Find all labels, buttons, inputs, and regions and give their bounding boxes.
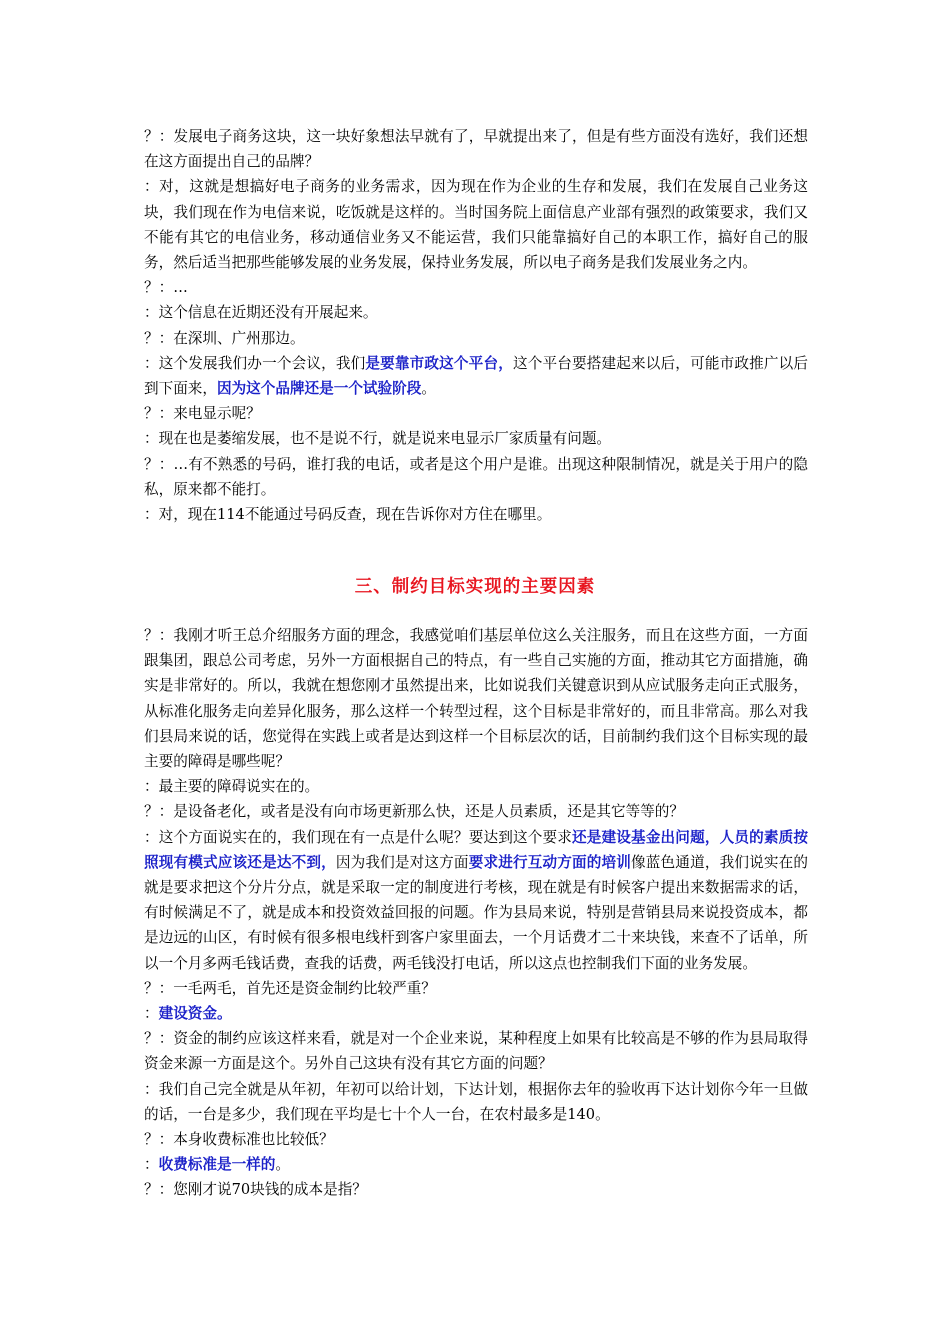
paragraph-text: ：我们自己完全就是从年初，年初可以给计划，下达计划，根据你去年的验收再下达计划你今年一旦做的话，一台是多少，我们现在平均是七十个人一台，在农村最多是140。: [144, 1080, 808, 1123]
paragraph-text: ：现在也是萎缩发展，也不是说不行，就是说来电显示厂家质量有问题。: [144, 430, 612, 448]
paragraph-text: ？：本身收费标准也比较低？: [144, 1131, 334, 1149]
paragraph-text: ？：来电显示呢？: [144, 405, 261, 423]
dialogue-paragraph: [144, 351, 808, 401]
highlighted-text: 还是建设基金出问题，人员的素质按照现有模式应该还是达不到，: [144, 828, 808, 871]
paragraph-text: ：最主要的障碍说实在的。: [144, 778, 320, 796]
interview-section-one: [144, 124, 808, 527]
paragraph-text: ？：发展电子商务这块，这一块好象想法早就有了，早就提出来了，但是有些方面没有选好，我们还想在这方面提出自己的品牌？: [144, 128, 808, 171]
dialogue-paragraph: [144, 1152, 808, 1177]
interview-section-two: [144, 623, 808, 1203]
dialogue-paragraph: [144, 426, 808, 451]
dialogue-paragraph: [144, 452, 808, 502]
paragraph-text: ？：我刚才听王总介绍服务方面的理念，我感觉咱们基层单位这么关注服务，而且在这些方面，一方面跟集团，跟总公司考虑，另外一方面根据自己的特点，有一些自己实施的方面，推动其它方面措施，确实是非常好的。所以，我就在想您刚才虽然提出来，比如说我们关键意识到从应试服务走向正式服务，从标准化服务走向差异化服务，那么这样一个转型过程，这个目标是非常好的，而且非常高。那么对我们县局来说的话，您觉得在实践上或者是达到这样一个目标层次的话，目前制约我们这个目标实现的最主要的障碍是哪些呢？: [144, 627, 808, 771]
paragraph-text: ？：在深圳、广州那边。: [144, 329, 305, 347]
paragraph-text: 因为我们是对这方面: [335, 853, 469, 871]
paragraph-text: 。: [275, 1156, 290, 1174]
dialogue-paragraph: [144, 825, 808, 976]
paragraph-text: 。: [421, 380, 436, 398]
dialogue-paragraph: [144, 174, 808, 275]
paragraph-text: 这个平台要搭建起来以后，可能市政推广以后到下面来，: [144, 354, 808, 398]
dialogue-paragraph: [144, 1077, 808, 1127]
dialogue-paragraph: [144, 1026, 808, 1076]
dialogue-paragraph: [144, 1177, 808, 1202]
dialogue-paragraph: [144, 326, 808, 351]
dialogue-paragraph: [144, 774, 808, 799]
paragraph-text: 像蓝色通道，我们说实在的就是要求把这个分片分点，就是采取一定的制度进行考核，现在就是有时候客户提出来数据需求的话，有时候满足不了，就是成本和投资效益回报的问题。作为县局来说，特别是营销县局来说投资成本，都是边远的山区，有时候有很多根电线杆到客户家里面去，一个月话费才二十来块钱，来查不了话单，所以一个月多两毛钱话费，查我的话费，两毛钱没打电话，所以这点也控制我们下面的业务发展。: [144, 853, 808, 972]
dialogue-paragraph: [144, 502, 808, 527]
highlighted-text: 是要靠市政这个平台，: [365, 354, 513, 372]
paragraph-text: ？：一毛两毛，首先还是资金制约比较严重？: [144, 979, 436, 997]
dialogue-paragraph: [144, 275, 808, 300]
dialogue-paragraph: [144, 799, 808, 824]
paragraph-text: ：对，这就是想搞好电子商务的业务需求，因为现在作为企业的生存和发展，我们在发展自己业务这块，我们现在作为电信来说，吃饭就是这样的。当时国务院上面信息产业部有强烈的政策要求，我们又不能有其它的电信业务，移动通信业务又不能运营，我们只能靠搞好自己的本职工作，搞好自己的服务，然后适当把那些能够发展的业务发展，保持业务发展，所以电子商务是我们发展业务之内。: [144, 178, 808, 272]
highlighted-text: 因为这个品牌还是一个试验阶段: [216, 380, 422, 398]
highlighted-text: 收费标准是一样的: [158, 1156, 276, 1174]
dialogue-paragraph: [144, 1127, 808, 1152]
paragraph-text: ？：…: [144, 279, 188, 297]
paragraph-text: ：: [144, 1156, 159, 1174]
dialogue-paragraph: [144, 623, 808, 774]
paragraph-text: ：对，现在114不能通过号码反查，现在告诉你对方住在哪里。: [144, 506, 552, 524]
paragraph-text: ？：资金的制约应该这样来看，就是对一个企业来说，某种程度上如果有比较高是不够的作为县局取得资金来源一方面是这个。另外自己这块有没有其它方面的问题？: [144, 1030, 808, 1073]
paragraph-text: ？：是设备老化，或者是没有向市场更新那么快，还是人员素质，还是其它等等的？: [144, 803, 684, 821]
paragraph-text: ？：…有不熟悉的号码，谁打我的电话，或者是这个用户是谁。出现这种限制情况，就是关于用户的隐私，原来都不能打。: [144, 455, 808, 498]
dialogue-paragraph: [144, 124, 808, 174]
paragraph-text: ：这个信息在近期还没有开展起来。: [144, 304, 378, 322]
highlighted-text: 要求进行互动方面的培训: [468, 853, 632, 871]
paragraph-text: ：这个方面说实在的，我们现在有一点是什么呢？要达到这个要求: [144, 828, 572, 846]
paragraph-text: ：这个发展我们办一个会议，我们: [144, 354, 366, 372]
dialogue-paragraph: [144, 1001, 808, 1026]
paragraph-text: ？：您刚才说70块钱的成本是指？: [144, 1181, 367, 1199]
dialogue-paragraph: [144, 401, 808, 426]
paragraph-text: ：: [144, 1005, 159, 1023]
highlighted-text: 建设资金。: [158, 1005, 232, 1023]
dialogue-paragraph: [144, 976, 808, 1001]
dialogue-paragraph: [144, 300, 808, 325]
section-heading: 三、制约目标实现的主要因素: [354, 577, 596, 597]
